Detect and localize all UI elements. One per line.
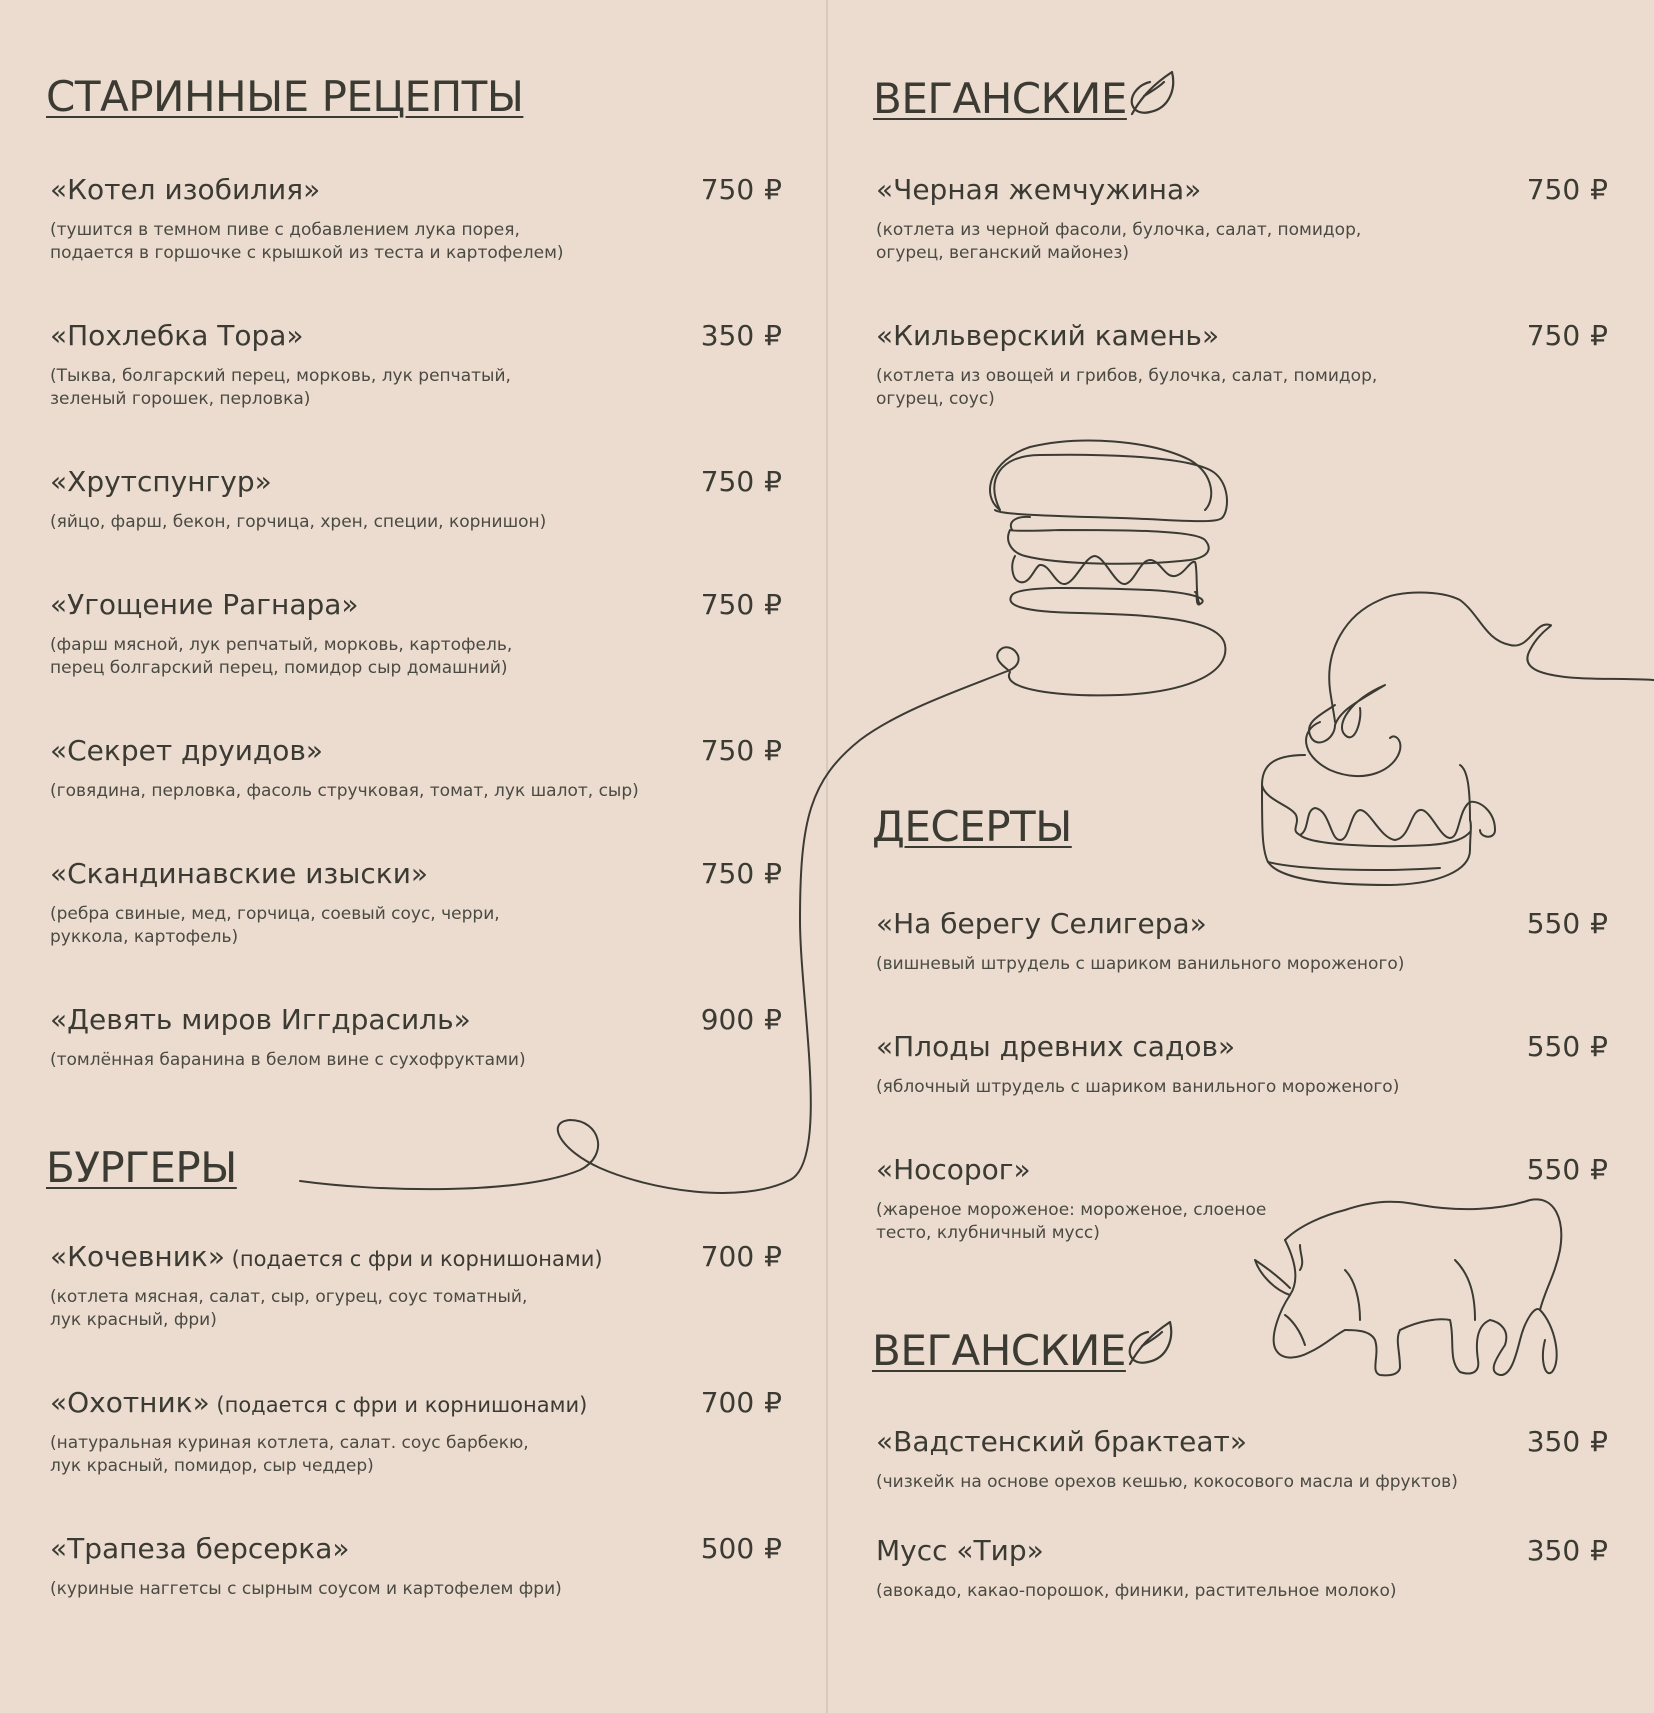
- item-description: (куриные наггетсы с сырным соусом и картофелем фри): [50, 1579, 562, 1599]
- item-price: 550 ₽: [1526, 1030, 1608, 1063]
- item-note: (подается с фри и корнишонами): [224, 1247, 603, 1271]
- item-price: 750 ₽: [700, 588, 782, 621]
- item-name: «На берегу Селигера»: [876, 907, 1207, 940]
- item-price: 700 ₽: [700, 1240, 782, 1273]
- menu-item: [50, 1240, 603, 1332]
- menu-item: [876, 173, 1362, 265]
- item-name: «Девять миров Иггдрасиль»: [50, 1003, 471, 1036]
- item-description: (яблочный штрудель с шариком ванильного мороженого): [876, 1077, 1400, 1097]
- menu-item: [876, 1030, 1400, 1099]
- menu-item: [50, 734, 639, 803]
- item-description: (говядина, перловка, фасоль стручковая, томат, лук шалот, сыр): [50, 781, 639, 801]
- item-name: Мусс «Тир»: [876, 1534, 1044, 1567]
- item-price: 750 ₽: [1526, 319, 1608, 352]
- section-title-burgers: БУРГЕРЫ: [46, 1143, 237, 1192]
- item-price: 350 ₽: [1526, 1534, 1608, 1567]
- item-description: (тушится в темном пиве с добавлением лука порея, подается в горшочке с крышкой из теста и картофелем): [50, 220, 564, 263]
- item-note: (подается с фри и корнишонами): [209, 1393, 588, 1417]
- item-price: 700 ₽: [700, 1386, 782, 1419]
- item-name: «Угощение Рагнара»: [50, 588, 359, 621]
- section-title-desserts: ДЕСЕРТЫ: [872, 802, 1072, 851]
- item-price: 350 ₽: [700, 319, 782, 352]
- item-description: (ребра свиные, мед, горчица, соевый соус, черри, руккола, картофель): [50, 904, 500, 947]
- item-name: «Трапеза берсерка»: [50, 1532, 350, 1565]
- section-title-old-recipes: СТАРИННЫЕ РЕЦЕПТЫ: [46, 72, 524, 121]
- item-price: 550 ₽: [1526, 907, 1608, 940]
- item-description: (Тыква, болгарский перец, морковь, лук репчатый, зеленый горошек, перловка): [50, 366, 511, 409]
- item-price: 500 ₽: [700, 1532, 782, 1565]
- item-description: (котлета мясная, салат, сыр, огурец, соус томатный, лук красный, фри): [50, 1287, 528, 1330]
- item-name: «Охотник»: [50, 1386, 210, 1419]
- menu-item: [50, 465, 547, 534]
- item-description: (авокадо, какао-порошок, финики, растительное молоко): [876, 1581, 1397, 1601]
- rhino-line-art: [1255, 1199, 1561, 1375]
- menu-item: [876, 1534, 1397, 1603]
- item-name: «Похлебка Тора»: [50, 319, 304, 352]
- menu-item: [876, 319, 1378, 411]
- item-description: (котлета из овощей и грибов, булочка, салат, помидор, огурец, соус): [876, 366, 1378, 409]
- leaf-icon: [1124, 66, 1180, 122]
- menu-item: [50, 173, 564, 265]
- item-name: «Плоды древних садов»: [876, 1030, 1236, 1063]
- item-description: (натуральная куриная котлета, салат. соус барбекю, лук красный, помидор, сыр чеддер): [50, 1433, 529, 1476]
- item-name: «Черная жемчужина»: [876, 173, 1202, 206]
- menu-item: [50, 588, 513, 680]
- menu-item: [50, 1386, 588, 1478]
- menu-item: [50, 1532, 562, 1601]
- item-name: «Секрет друидов»: [50, 734, 324, 767]
- menu-item: [50, 319, 511, 411]
- item-price: 900 ₽: [700, 1003, 782, 1036]
- menu-item: [50, 857, 500, 949]
- menu-item: [876, 1153, 1267, 1245]
- item-price: 750 ₽: [700, 734, 782, 767]
- leaf-icon: [1122, 1316, 1178, 1372]
- item-price: 750 ₽: [700, 857, 782, 890]
- item-description: (вишневый штрудель с шариком ванильного мороженого): [876, 954, 1405, 974]
- cake-line-art: [1262, 593, 1654, 886]
- item-name: «Кильверский камень»: [876, 319, 1220, 352]
- burger-line-art: [990, 441, 1227, 696]
- item-price: 550 ₽: [1526, 1153, 1608, 1186]
- item-description: (фарш мясной, лук репчатый, морковь, картофель, перец болгарский перец, помидор сыр домашний): [50, 635, 513, 678]
- item-name: «Хрутспунгур»: [50, 465, 272, 498]
- item-price: 750 ₽: [700, 465, 782, 498]
- item-price: 750 ₽: [1526, 173, 1608, 206]
- item-description: (яйцо, фарш, бекон, горчица, хрен, специи, корнишон): [50, 512, 547, 532]
- item-name: «Кочевник»: [50, 1240, 225, 1273]
- item-name: «Носорог»: [876, 1153, 1031, 1186]
- item-description: (жареное мороженое: мороженое, слоеное тесто, клубничный мусс): [876, 1200, 1267, 1243]
- section-title-vegan: ВЕГАНСКИЕ: [873, 74, 1127, 123]
- item-name: «Котел изобилия»: [50, 173, 321, 206]
- item-name: «Вадстенский брактеат»: [876, 1425, 1247, 1458]
- item-description: (чизкейк на основе орехов кешью, кокосового масла и фруктов): [876, 1472, 1458, 1492]
- page-fold-divider: [826, 0, 828, 1713]
- menu-item: [50, 1003, 526, 1072]
- item-price: 350 ₽: [1526, 1425, 1608, 1458]
- menu-item: [876, 1425, 1458, 1494]
- item-description: (томлённая баранина в белом вине с сухофруктами): [50, 1050, 526, 1070]
- item-description: (котлета из черной фасоли, булочка, салат, помидор, огурец, веганский майонез): [876, 220, 1362, 263]
- item-name: «Скандинавские изыски»: [50, 857, 429, 890]
- item-price: 750 ₽: [700, 173, 782, 206]
- section-title-vegan-desserts: ВЕГАНСКИЕ: [872, 1326, 1126, 1375]
- menu-item: [876, 907, 1405, 976]
